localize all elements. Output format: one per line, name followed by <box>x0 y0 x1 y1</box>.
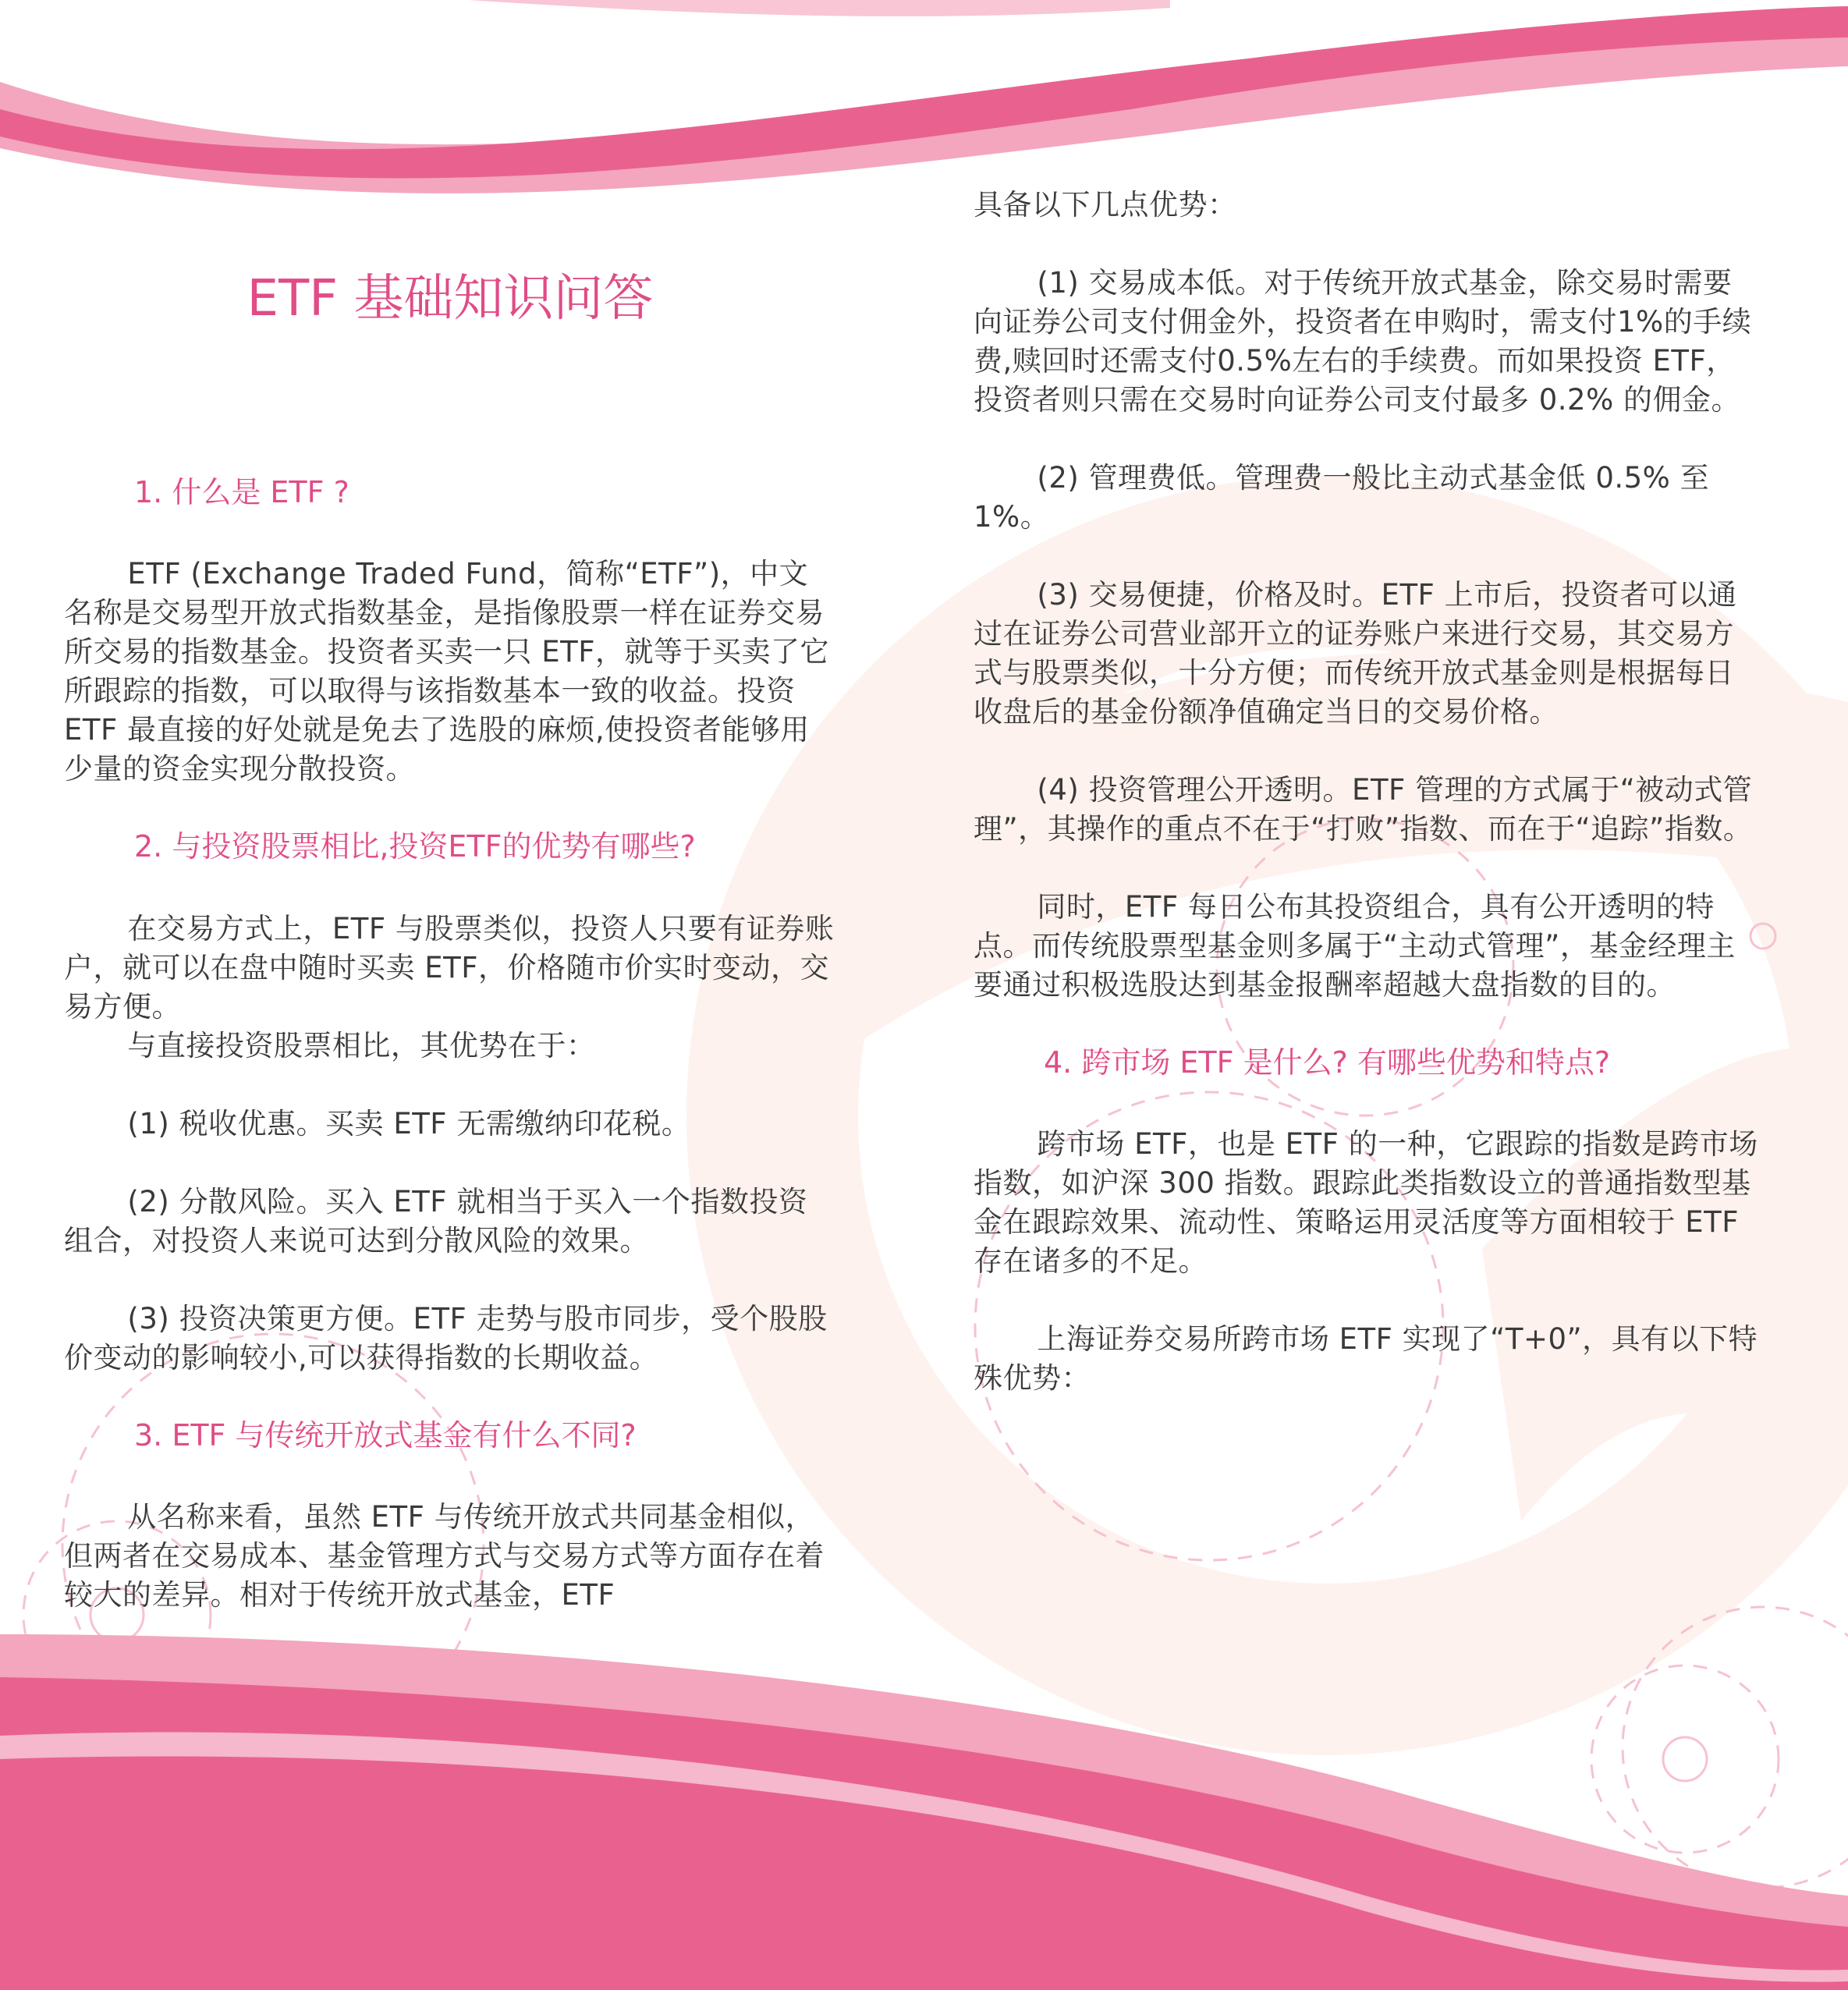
question-3-item-3: (3) 交易便捷，价格及时。ETF 上市后，投资者可以通过在证券公司营业部开立的证券账户来进行交易，其交易方式与股票类似，十分方便；而传统开放式基金则是根据每日收盘后的基金份额净值确定当日的交易价格。 <box>974 578 1737 729</box>
question-3-paragraph-1-continued: 具备以下几点优势： <box>974 188 1237 222</box>
question-3-paragraph-2: 同时，ETF 每日公布其投资组合，具有公开透明的特点。而传统股票型基金则多属于“主动式管理”，基金经理主要通过积极选股达到基金报酬率超越大盘指数的目的。 <box>974 890 1736 1002</box>
question-1-heading: 1. 什么是 ETF ? <box>134 474 349 509</box>
question-2-item-1: (1) 税收优惠。买卖 ETF 无需缴纳印花税。 <box>127 1106 691 1140</box>
question-3-heading: 3. ETF 与传统开放式基金有什么不同? <box>134 1417 637 1453</box>
question-2-item-2: (2) 分散风险。买入 ETF 就相当于买入一个指数投资组合，对投资人来说可达到分散风险的效果。 <box>64 1184 808 1257</box>
question-1-answer: ETF (Exchange Traded Fund，简称“ETF”)，中文名称是交易型开放式指数基金，是指像股票一样在证券交易所交易的指数基金。投资者买卖一只 ETF，就等于买卖了它所跟踪的指数，可以取得与该指数基本一致的收益。投资 ETF 最直接的好处就是免去了选股的麻烦,使投资者能够用少量的资金实现分散投资。 <box>64 557 830 786</box>
top-wave <box>0 0 1848 193</box>
left-column <box>64 269 836 1654</box>
right-column <box>974 186 1761 1437</box>
question-2-item-3: (3) 投资决策更方便。ETF 走势与股市同步，受个股股价变动的影响较小,可以获得指数的长期收益。 <box>64 1301 828 1375</box>
page-title: ETF 基础知识问答 <box>247 270 654 328</box>
question-3-item-4: (4) 投资管理公开透明。ETF 管理的方式属于“被动式管理”，其操作的重点不在于“打败”指数、而在于“追踪”指数。 <box>974 773 1753 846</box>
question-4-heading: 4. 跨市场 ETF 是什么? 有哪些优势和特点? <box>1044 1045 1610 1080</box>
question-3-paragraph-1: 从名称来看，虽然 ETF 与传统开放式共同基金相似，但两者在交易成本、基金管理方式与交易方式等方面存在着较大的差异。相对于传统开放式基金，ETF <box>64 1499 825 1612</box>
question-4-paragraph-1: 跨市场 ETF，也是 ETF 的一种，它跟踪的指数是跨市场指数，如沪深 300 指数。跟踪此类指数设立的普通指数型基金在跟踪效果、流动性、策略运用灵活度等方面相较于 ETF 存在诸多的不足。 <box>974 1127 1758 1279</box>
question-2-paragraph-2: 与直接投资股票相比，其优势在于： <box>127 1028 596 1062</box>
question-2-heading: 2. 与投资股票相比,投资ETF的优势有哪些? <box>134 829 696 864</box>
question-3-item-2: (2) 管理费低。管理费一般比主动式基金低 0.5% 至 1%。 <box>974 461 1710 534</box>
question-2-paragraph-1: 在交易方式上，ETF 与股票类似，投资人只要有证券账户，就可以在盘中随时买卖 ETF，价格随市价实时变动，交易方便。 <box>64 911 835 1023</box>
question-4-paragraph-2: 上海证券交易所跨市场 ETF 实现了“T+0”，具有以下特殊优势： <box>974 1322 1758 1396</box>
question-3-item-1: (1) 交易成本低。对于传统开放式基金，除交易时需要向证券公司支付佣金外，投资者在申购时，需支付1%的手续费,赎回时还需支付0.5%左右的手续费。而如果投资 ETF，投资者则只需在交易时向证券公司支付最多 0.2% 的佣金。 <box>974 266 1752 417</box>
